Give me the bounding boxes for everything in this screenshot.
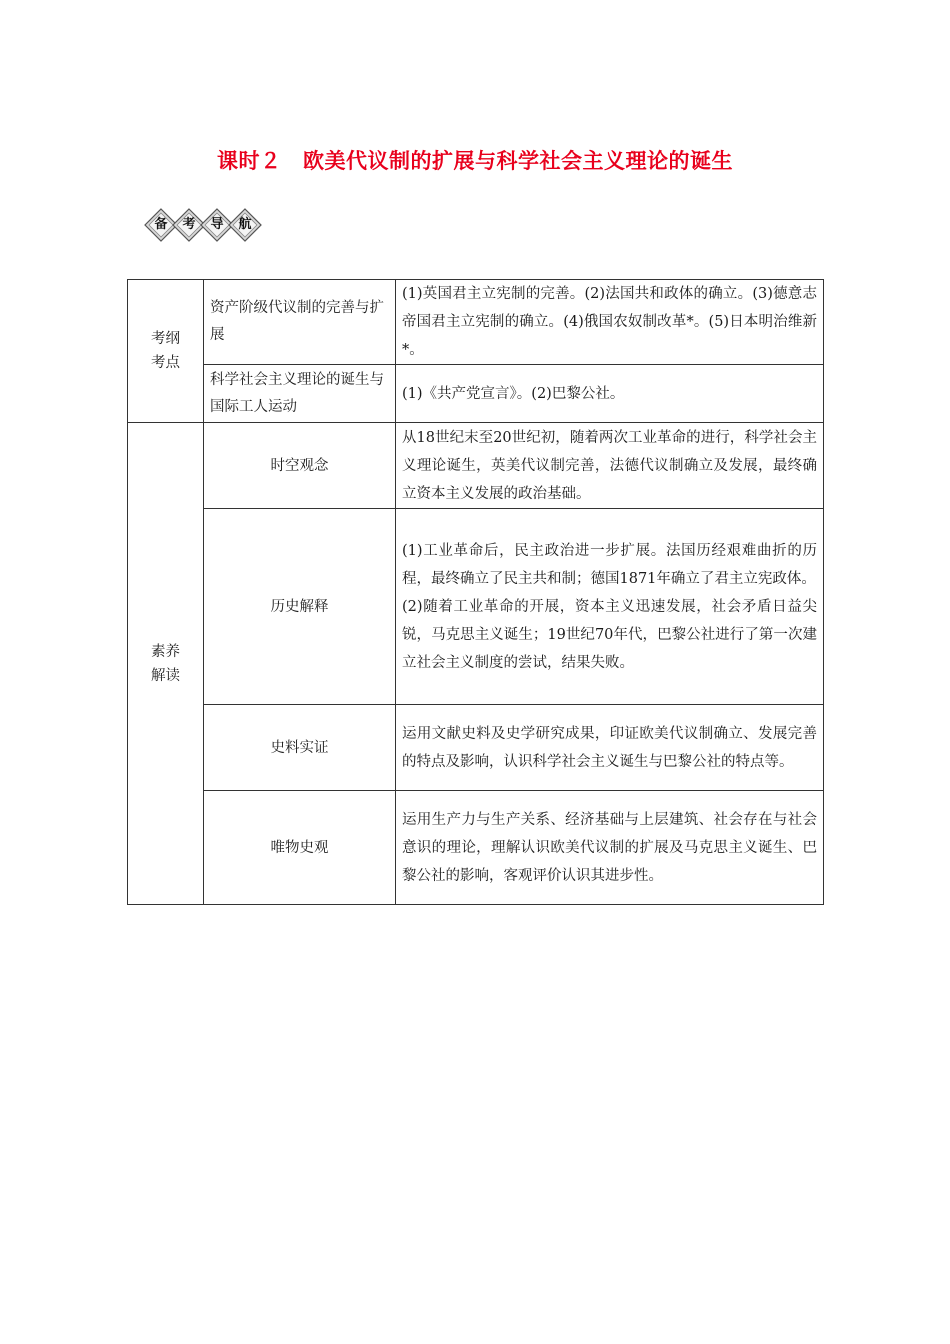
topic-cell: 科学社会主义理论的诞生与国际工人运动 xyxy=(204,365,396,423)
page-title: 课时２ 欧美代议制的扩展与科学社会主义理论的诞生 xyxy=(217,149,733,173)
nav-banner-cell xyxy=(228,208,262,242)
nav-banner-char: 航 xyxy=(238,217,252,232)
table-row xyxy=(128,423,824,509)
topic-cell: 时空观念 xyxy=(204,423,396,509)
table-row xyxy=(128,791,824,905)
table-row xyxy=(128,705,824,791)
table-row xyxy=(128,365,824,423)
content-cell: (1)《共产党宣言》。(2)巴黎公社。 xyxy=(396,365,824,423)
content-cell: (1)英国君主立宪制的完善。(2)法国共和政体的确立。(3)德意志帝国君主立宪制的确立。(4)俄国农奴制改革*。(5)日本明治维新*。 xyxy=(396,280,824,365)
category-suyang: 素养 解读 xyxy=(128,423,204,905)
category-kaogang: 考纲 考点 xyxy=(128,280,204,423)
nav-banner-char: 导 xyxy=(210,217,224,232)
topic-cell: 资产阶级代议制的完善与扩展 xyxy=(204,280,396,365)
content-cell: 从18世纪末至20世纪初，随着两次工业革命的进行，科学社会主义理论诞生，英美代议制完善，法德代议制确立及发展，最终确立资本主义发展的政治基础。 xyxy=(396,423,824,509)
table-row xyxy=(128,280,824,365)
exam-guide-table xyxy=(127,279,824,905)
content-cell: 运用文献史料及史学研究成果，印证欧美代议制确立、发展完善的特点及影响，认识科学社会主义诞生与巴黎公社的特点等。 xyxy=(396,705,824,791)
nav-banner xyxy=(144,208,256,242)
nav-banner-char: 备 xyxy=(154,217,168,232)
topic-cell: 唯物史观 xyxy=(204,791,396,905)
content-cell: 运用生产力与生产关系、经济基础与上层建筑、社会存在与社会意识的理论，理解认识欧美代议制的扩展及马克思主义诞生、巴黎公社的影响，客观评价认识其进步性。 xyxy=(396,791,824,905)
topic-cell: 历史解释 xyxy=(204,509,396,705)
content-cell: (1)工业革命后，民主政治进一步扩展。法国历经艰难曲折的历程，最终确立了民主共和制；德国1871年确立了君主立宪政体。 (2)随着工业革命的开展，资本主义迅速发展，社会矛盾日益尖锐，马克思主义诞生；19世纪70年代，巴黎公社进行了第一次建立社会主义制度的尝试，结果失败。 xyxy=(396,509,824,705)
topic-cell: 史料实证 xyxy=(204,705,396,791)
table-row xyxy=(128,509,824,705)
nav-banner-char: 考 xyxy=(182,217,196,232)
